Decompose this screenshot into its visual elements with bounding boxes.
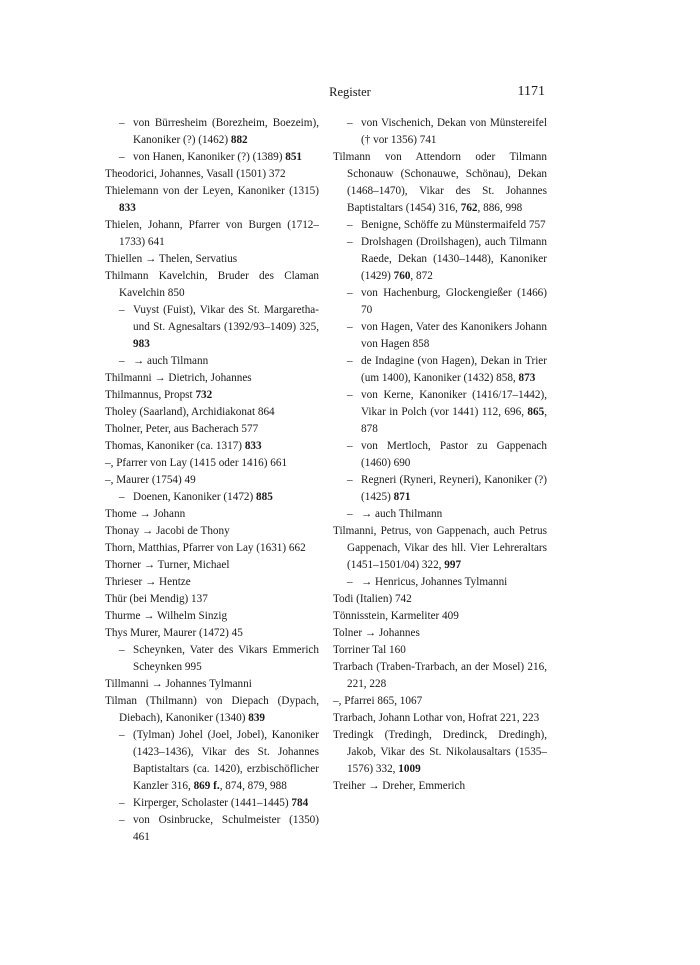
entry-text: Trarbach, Johann Lothar von, Hofrat 221, 223 — [333, 712, 540, 724]
entry-text: Thielen, Johann, Pfarrer von Burgen (1712–1733) 641 — [105, 219, 319, 248]
index-entry — [333, 387, 547, 438]
index-entry — [333, 642, 547, 659]
index-entry — [105, 557, 319, 574]
index-entry — [333, 506, 547, 523]
entry-text: Tilman (Thilmann) von Diepach (Dypach, Diebach), Kanoniker (1340) — [105, 695, 319, 724]
entry-text: Thiellen → Thelen, Servatius — [105, 253, 238, 265]
index-entry — [333, 523, 547, 574]
entry-text: Todi (Italien) 742 — [333, 593, 412, 605]
entry-text: von Mertloch, Pastor zu Gappenach (1460) 690 — [361, 440, 547, 469]
index-entry — [105, 370, 319, 387]
entry-text: Thurme → Wilhelm Sinzig — [105, 610, 228, 622]
index-entry — [105, 795, 319, 812]
entry-text: Kirperger, Scholaster (1441–1445) — [133, 797, 292, 809]
sub-entry-dash: – — [347, 355, 353, 367]
entry-page-ref-bold: 885 — [256, 491, 273, 503]
entry-page-ref-bold: 983 — [133, 338, 150, 350]
index-entry — [333, 710, 547, 727]
entry-text: Tönnisstein, Karmeliter 409 — [333, 610, 459, 622]
entry-text: Tillmanni → Johannes Tylmanni — [105, 678, 252, 690]
index-entry — [105, 574, 319, 591]
entry-text: Thrieser → Hentze — [105, 576, 191, 588]
entry-page-ref-bold: 873 — [518, 372, 536, 384]
entry-page-ref-bold: 871 — [393, 491, 411, 503]
index-entry — [333, 285, 547, 319]
index-entry — [105, 183, 319, 217]
sub-entry-dash: – — [347, 219, 353, 231]
index-entry — [333, 217, 547, 234]
entry-text: Thilmanni → Dietrich, Johannes — [105, 372, 252, 384]
index-column-left — [105, 115, 319, 846]
index-entry — [105, 693, 319, 727]
entry-page-ref-bold: 760 — [393, 270, 411, 282]
sub-entry-dash: – — [347, 474, 353, 486]
sub-entry-dash: – — [119, 491, 125, 503]
entry-text: Thilmannus, Propst — [105, 389, 196, 401]
sub-entry-dash: – — [119, 814, 125, 826]
entry-text: Theodorici, Johannes, Vasall (1501) 372 — [105, 168, 286, 180]
entry-text: de Indagine (von Hagen), Dekan in Trier (um 1400), Kanoniker (1432) 858, — [361, 355, 547, 384]
entry-page-ref-bold: 762 — [460, 202, 478, 214]
index-entry — [105, 353, 319, 370]
index-entry — [333, 591, 547, 608]
entry-text: Thorner → Turner, Michael — [105, 559, 230, 571]
index-entry — [333, 659, 547, 693]
index-entry — [105, 506, 319, 523]
index-entry — [105, 455, 319, 472]
index-entry — [333, 438, 547, 472]
index-entry — [105, 217, 319, 251]
index-entry — [105, 608, 319, 625]
entry-text: von Osinbrucke, Schulmeister (1350) 461 — [133, 814, 319, 843]
sub-entry-dash: – — [119, 304, 125, 316]
index-entry — [333, 625, 547, 642]
sub-entry-dash: – — [119, 151, 125, 163]
index-entry — [105, 438, 319, 455]
entry-text: Torriner Tal 160 — [333, 644, 406, 656]
index-entry — [105, 166, 319, 183]
sub-entry-dash: – — [119, 797, 125, 809]
entry-page-ref-bold: 833 — [244, 440, 262, 452]
entry-text: , 874, 879, 988 — [219, 780, 287, 792]
index-entry — [333, 574, 547, 591]
entry-text: Thome → Johann — [105, 508, 186, 520]
entry-text: von Hachenburg, Glockengießer (1466) 70 — [361, 287, 547, 316]
entry-page-ref-bold: 851 — [285, 151, 303, 163]
index-entry — [333, 608, 547, 625]
index-entry — [105, 387, 319, 404]
entry-page-ref-bold: 997 — [444, 559, 462, 571]
index-entry — [105, 251, 319, 268]
entry-text: , 886, 998 — [477, 202, 523, 214]
entry-text: Benigne, Schöffe zu Münstermaifeld 757 — [361, 219, 546, 231]
index-entry — [105, 812, 319, 846]
entry-text: Tholey (Saarland), Archidiakonat 864 — [105, 406, 275, 418]
entry-text: → auch Thilmann — [361, 508, 443, 520]
sub-entry-dash: – — [119, 117, 125, 129]
sub-entry-dash: – — [347, 389, 353, 401]
entry-text: –, Pfarrei 865, 1067 — [333, 695, 423, 707]
entry-page-ref-bold: 839 — [248, 712, 266, 724]
entry-text: Thilmann Kavelchin, Bruder des Claman Kavelchin 850 — [105, 270, 319, 299]
entry-text: Tolner → Johannes — [333, 627, 420, 639]
sub-entry-dash: – — [119, 729, 125, 741]
index-entry — [105, 421, 319, 438]
sub-entry-dash: – — [119, 355, 125, 367]
index-entry — [105, 642, 319, 676]
entry-text: Vuyst (Fuist), Vikar des St. Margaretha- und St. Agnesaltars (1392/93–1409) 325, — [133, 304, 319, 333]
entry-text: Thys Murer, Maurer (1472) 45 — [105, 627, 243, 639]
entry-text: Trarbach (Traben-Trarbach, an der Mosel) 216, 221, 228 — [333, 661, 547, 690]
index-entry — [105, 302, 319, 353]
index-entry — [105, 591, 319, 608]
entry-text: Thür (bei Mendig) 137 — [105, 593, 208, 605]
entry-text: , 878 — [361, 406, 547, 435]
entry-text: Thonay → Jacobi de Thony — [105, 525, 230, 537]
entry-text: (Tylman) Johel (Joel, Jobel), Kanoniker (1423–1436), Vikar des St. Johannes Baptistaltars (ca. 1420), erzbischöflicher Kanzler 316, — [133, 729, 319, 792]
index-entry — [105, 489, 319, 506]
entry-text: von Hanen, Kanoniker (?) (1389) — [133, 151, 286, 163]
sub-entry-dash: – — [347, 440, 353, 452]
index-entry — [105, 523, 319, 540]
index-entry — [105, 404, 319, 421]
index-column-right — [333, 115, 547, 795]
entry-text: Tilmanni, Petrus, von Gappenach, auch Petrus Gappenach, Vikar des hll. Vier Lehreraltars (1451–1501/04) 322, — [333, 525, 547, 571]
index-entry — [105, 472, 319, 489]
entry-text: Tredingk (Tredingh, Dredinck, Dredingh), Jakob, Vikar des St. Nikolausaltars (1535–1576) 332, — [333, 729, 547, 775]
header-title: Register — [329, 85, 371, 99]
index-entry — [105, 540, 319, 557]
entry-page-ref-bold: 865 — [527, 406, 545, 418]
entry-text: Thomas, Kanoniker (ca. 1317) — [105, 440, 245, 452]
entry-page-ref-bold: 784 — [291, 797, 309, 809]
sub-entry-dash: – — [347, 117, 353, 129]
entry-text: Tilmann von Attendorn oder Tilmann Schonauw (Schonauwe, Schönau), Dekan (1468–1470), Vikar des St. Johannes Baptistaltars (1454) 316, — [333, 151, 547, 214]
index-entry — [105, 625, 319, 642]
entry-text: Drolshagen (Droilshagen), auch Tilmann Raede, Dekan (1430–1448), Kanoniker (1429) — [361, 236, 547, 282]
index-entry — [333, 149, 547, 217]
sub-entry-dash: – — [119, 644, 125, 656]
index-entry — [333, 778, 547, 795]
entry-text: von Hagen, Vater des Kanonikers Johann von Hagen 858 — [361, 321, 547, 350]
entry-text: Treiher → Dreher, Emmerich — [333, 780, 466, 792]
entry-text: Thielemann von der Leyen, Kanoniker (1315) — [105, 185, 319, 197]
entry-text: von Kerne, Kanoniker (1416/17–1442), Vikar in Polch (vor 1441) 112, 696, — [361, 389, 547, 418]
index-entry — [333, 115, 547, 149]
entry-text: , 872 — [410, 270, 433, 282]
index-entry — [105, 149, 319, 166]
entry-text: → Henricus, Johannes Tylmanni — [361, 576, 508, 588]
entry-page-ref-bold: 869 f. — [193, 780, 220, 792]
entry-text: von Bürresheim (Borezheim, Boezeim), Kanoniker (?) (1462) — [133, 117, 319, 146]
entry-page-ref-bold: 833 — [119, 202, 136, 214]
entry-text: –, Maurer (1754) 49 — [105, 474, 196, 486]
entry-text: Doenen, Kanoniker (1472) — [133, 491, 257, 503]
entry-page-ref-bold: 1009 — [398, 763, 421, 775]
sub-entry-dash: – — [347, 576, 353, 588]
entry-text: Scheynken, Vater des Vikars Emmerich Scheynken 995 — [133, 644, 319, 673]
entry-text: Regneri (Ryneri, Reyneri), Kanoniker (?) (1425) — [361, 474, 547, 503]
index-entry — [333, 234, 547, 285]
index-entry — [105, 676, 319, 693]
page-number: 1171 — [517, 84, 545, 99]
index-entry — [333, 472, 547, 506]
index-entry — [333, 693, 547, 710]
sub-entry-dash: – — [347, 321, 353, 333]
sub-entry-dash: – — [347, 287, 353, 299]
entry-text: Thorn, Matthias, Pfarrer von Lay (1631) 662 — [105, 542, 306, 554]
index-entry — [333, 319, 547, 353]
sub-entry-dash: – — [347, 236, 353, 248]
index-entry — [333, 353, 547, 387]
entry-page-ref-bold: 882 — [230, 134, 248, 146]
entry-text: –, Pfarrer von Lay (1415 oder 1416) 661 — [105, 457, 288, 469]
index-entry — [105, 727, 319, 795]
sub-entry-dash: – — [347, 508, 353, 520]
index-entry — [105, 115, 319, 149]
index-entry — [333, 727, 547, 778]
entry-text: → auch Tilmann — [133, 355, 209, 367]
entry-text: von Vischenich, Dekan von Münstereifel († vor 1356) 741 — [361, 117, 547, 146]
entry-page-ref-bold: 732 — [195, 389, 213, 401]
index-entry — [105, 268, 319, 302]
entry-text: Tholner, Peter, aus Bacherach 577 — [105, 423, 259, 435]
